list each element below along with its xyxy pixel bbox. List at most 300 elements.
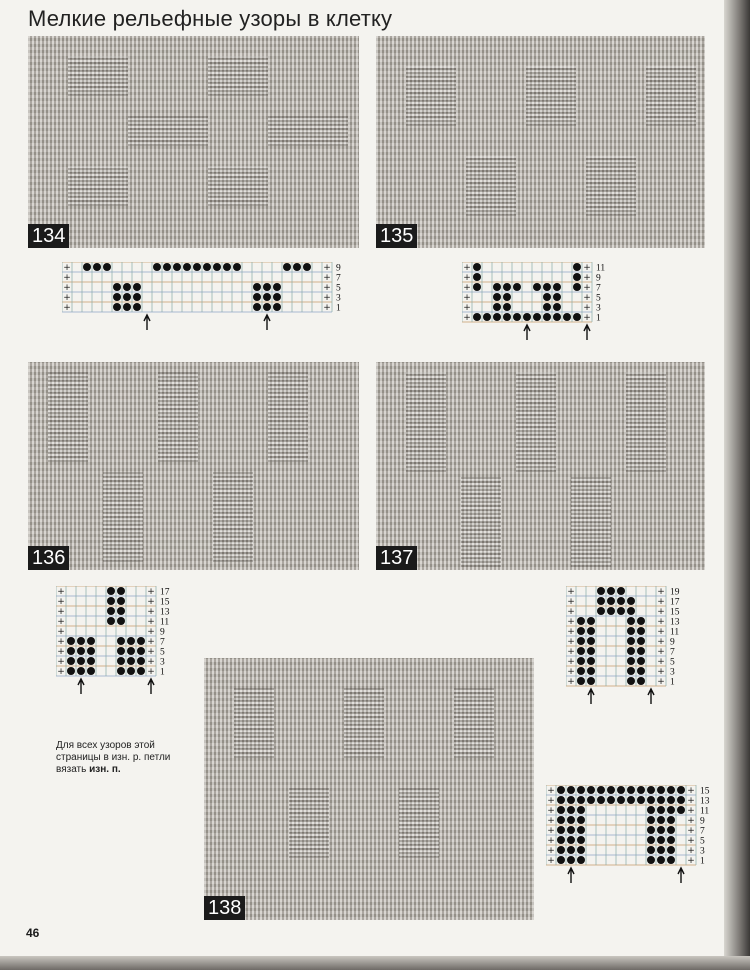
purl-dot — [577, 647, 585, 655]
edge-stitch-mark: + — [547, 806, 555, 816]
page-edge — [0, 956, 750, 970]
edge-stitch-mark: + — [657, 657, 665, 667]
purl-dot — [273, 303, 281, 311]
purl-dot — [253, 283, 261, 291]
swatch-138 — [204, 658, 534, 920]
purl-dot — [107, 587, 115, 595]
edge-stitch-mark: + — [567, 667, 575, 677]
purl-dot — [513, 283, 521, 291]
row-number: 11 — [670, 627, 680, 638]
purl-dot — [607, 587, 615, 595]
chart-138 — [546, 785, 711, 895]
purl-dot — [647, 786, 655, 794]
purl-dot — [577, 677, 585, 685]
purl-dot — [83, 263, 91, 271]
edge-stitch-mark: + — [547, 836, 555, 846]
purl-dot — [543, 313, 551, 321]
edge-stitch-mark: + — [57, 617, 65, 627]
edge-stitch-mark: + — [687, 856, 695, 866]
chart-137 — [566, 586, 696, 718]
purl-dot — [193, 263, 201, 271]
purl-dot — [127, 667, 135, 675]
swatch-label: 135 — [376, 224, 417, 248]
purl-dot — [597, 597, 605, 605]
purl-dot — [117, 647, 125, 655]
purl-dot — [617, 597, 625, 605]
purl-dot — [677, 796, 685, 804]
swatch-134 — [28, 36, 359, 248]
swatch-label: 134 — [28, 224, 69, 248]
purl-dot — [557, 816, 565, 824]
edge-stitch-mark: + — [547, 796, 555, 806]
edge-stitch-mark: + — [463, 303, 471, 313]
edge-stitch-mark: + — [63, 273, 71, 283]
purl-dot — [577, 796, 585, 804]
purl-dot — [557, 846, 565, 854]
purl-dot — [303, 263, 311, 271]
purl-dot — [567, 826, 575, 834]
repeat-arrow — [648, 689, 654, 704]
purl-dot — [107, 607, 115, 615]
purl-dot — [627, 647, 635, 655]
edge-stitch-mark: + — [687, 786, 695, 796]
purl-dot — [657, 836, 665, 844]
purl-dot — [473, 273, 481, 281]
edge-stitch-mark: + — [147, 657, 155, 667]
purl-dot — [233, 263, 241, 271]
edge-stitch-mark: + — [687, 826, 695, 836]
edge-stitch-mark: + — [583, 293, 591, 303]
purl-dot — [263, 283, 271, 291]
repeat-arrow — [584, 325, 590, 340]
purl-dot — [553, 283, 561, 291]
purl-dot — [93, 263, 101, 271]
purl-dot — [503, 283, 511, 291]
edge-stitch-mark: + — [567, 627, 575, 637]
purl-dot — [567, 806, 575, 814]
purl-dot — [627, 786, 635, 794]
purl-dot — [617, 786, 625, 794]
purl-dot — [627, 637, 635, 645]
row-number: 7 — [336, 273, 341, 284]
note-bold: изн. п. — [89, 764, 121, 775]
row-number: 15 — [700, 786, 710, 797]
purl-dot — [573, 263, 581, 271]
purl-dot — [543, 283, 551, 291]
purl-dot — [647, 796, 655, 804]
row-number: 7 — [596, 283, 601, 294]
edge-stitch-mark: + — [567, 597, 575, 607]
purl-dot — [493, 303, 501, 311]
purl-dot — [557, 856, 565, 864]
purl-dot — [597, 587, 605, 595]
purl-dot — [173, 263, 181, 271]
purl-dot — [607, 786, 615, 794]
edge-stitch-mark: + — [547, 826, 555, 836]
purl-dot — [273, 293, 281, 301]
repeat-arrow — [264, 315, 270, 330]
edge-stitch-mark: + — [687, 796, 695, 806]
purl-dot — [627, 597, 635, 605]
edge-stitch-mark: + — [583, 273, 591, 283]
edge-stitch-mark: + — [657, 597, 665, 607]
purl-dot — [133, 303, 141, 311]
purl-dot — [253, 303, 261, 311]
purl-dot — [493, 283, 501, 291]
purl-dot — [103, 263, 111, 271]
edge-stitch-mark: + — [687, 846, 695, 856]
edge-stitch-mark: + — [147, 597, 155, 607]
purl-dot — [137, 637, 145, 645]
edge-stitch-mark: + — [687, 836, 695, 846]
edge-stitch-mark: + — [567, 637, 575, 647]
purl-dot — [127, 647, 135, 655]
edge-stitch-mark: + — [657, 607, 665, 617]
edge-stitch-mark: + — [147, 647, 155, 657]
row-number: 5 — [160, 647, 165, 658]
purl-dot — [587, 667, 595, 675]
edge-stitch-mark: + — [63, 283, 71, 293]
purl-dot — [637, 786, 645, 794]
purl-dot — [557, 796, 565, 804]
edge-stitch-mark: + — [463, 293, 471, 303]
edge-stitch-mark: + — [147, 627, 155, 637]
purl-dot — [253, 293, 261, 301]
row-number: 13 — [670, 617, 680, 628]
purl-dot — [573, 283, 581, 291]
swatch-135 — [376, 36, 705, 248]
edge-stitch-mark: + — [57, 597, 65, 607]
purl-dot — [503, 303, 511, 311]
edge-stitch-mark: + — [657, 677, 665, 687]
edge-stitch-mark: + — [463, 283, 471, 293]
purl-dot — [587, 617, 595, 625]
row-number: 11 — [700, 806, 710, 817]
edge-stitch-mark: + — [547, 856, 555, 866]
purl-dot — [553, 303, 561, 311]
swatch-label: 137 — [376, 546, 417, 570]
purl-dot — [127, 637, 135, 645]
row-number: 3 — [596, 303, 601, 314]
purl-dot — [67, 667, 75, 675]
swatch-136 — [28, 362, 359, 570]
purl-dot — [627, 657, 635, 665]
purl-dot — [503, 293, 511, 301]
purl-dot — [577, 786, 585, 794]
purl-dot — [657, 846, 665, 854]
purl-dot — [117, 607, 125, 615]
purl-dot — [513, 313, 521, 321]
edge-stitch-mark: + — [323, 293, 331, 303]
swatch-label: 138 — [204, 896, 245, 920]
swatch-label: 136 — [28, 546, 69, 570]
purl-dot — [587, 647, 595, 655]
purl-dot — [163, 263, 171, 271]
repeat-arrow — [78, 679, 84, 694]
edge-stitch-mark: + — [463, 263, 471, 273]
chart-135 — [462, 262, 632, 352]
purl-dot — [213, 263, 221, 271]
edge-stitch-mark: + — [567, 607, 575, 617]
row-number: 7 — [700, 826, 705, 837]
purl-dot — [137, 657, 145, 665]
edge-stitch-mark: + — [57, 587, 65, 597]
purl-dot — [557, 786, 565, 794]
purl-dot — [577, 617, 585, 625]
purl-dot — [223, 263, 231, 271]
purl-dot — [627, 627, 635, 635]
purl-dot — [183, 263, 191, 271]
row-number: 11 — [160, 617, 170, 628]
row-number: 19 — [670, 587, 680, 598]
purl-dot — [567, 786, 575, 794]
purl-dot — [117, 597, 125, 605]
purl-dot — [133, 293, 141, 301]
purl-dot — [637, 657, 645, 665]
purl-dot — [493, 313, 501, 321]
purl-dot — [77, 637, 85, 645]
purl-dot — [127, 657, 135, 665]
purl-dot — [637, 796, 645, 804]
row-number: 3 — [700, 846, 705, 857]
purl-dot — [657, 816, 665, 824]
purl-dot — [117, 657, 125, 665]
purl-dot — [647, 826, 655, 834]
purl-dot — [473, 283, 481, 291]
row-number: 5 — [700, 836, 705, 847]
purl-dot — [77, 657, 85, 665]
purl-dot — [123, 283, 131, 291]
note-text: Для всех узоров этой страницы в изн. р. петли вязать — [56, 740, 171, 775]
instruction-note — [56, 740, 176, 776]
purl-dot — [607, 607, 615, 615]
purl-dot — [67, 637, 75, 645]
purl-dot — [67, 647, 75, 655]
purl-dot — [597, 607, 605, 615]
purl-dot — [637, 617, 645, 625]
swatch-137 — [376, 362, 705, 570]
purl-dot — [137, 667, 145, 675]
row-number: 5 — [336, 283, 341, 294]
row-number: 17 — [160, 587, 170, 598]
row-number: 3 — [670, 667, 675, 678]
purl-dot — [283, 263, 291, 271]
purl-dot — [677, 786, 685, 794]
purl-dot — [77, 647, 85, 655]
repeat-arrow — [524, 325, 530, 340]
purl-dot — [67, 657, 75, 665]
row-number: 1 — [596, 313, 601, 324]
purl-dot — [113, 303, 121, 311]
chart-134 — [62, 262, 352, 334]
purl-dot — [113, 283, 121, 291]
purl-dot — [577, 856, 585, 864]
row-number: 3 — [160, 657, 165, 668]
purl-dot — [647, 806, 655, 814]
repeat-arrow — [588, 689, 594, 704]
repeat-arrow — [144, 315, 150, 330]
purl-dot — [203, 263, 211, 271]
purl-dot — [263, 303, 271, 311]
purl-dot — [647, 816, 655, 824]
edge-stitch-mark: + — [323, 263, 331, 273]
row-number: 7 — [160, 637, 165, 648]
purl-dot — [483, 313, 491, 321]
purl-dot — [587, 786, 595, 794]
purl-dot — [657, 856, 665, 864]
purl-dot — [657, 806, 665, 814]
edge-stitch-mark: + — [323, 283, 331, 293]
edge-stitch-mark: + — [147, 637, 155, 647]
purl-dot — [123, 293, 131, 301]
purl-dot — [117, 617, 125, 625]
row-number: 13 — [160, 607, 170, 618]
purl-dot — [87, 657, 95, 665]
purl-dot — [107, 617, 115, 625]
purl-dot — [523, 313, 531, 321]
purl-dot — [87, 647, 95, 655]
purl-dot — [667, 826, 675, 834]
purl-dot — [597, 786, 605, 794]
edge-stitch-mark: + — [463, 313, 471, 323]
purl-dot — [677, 806, 685, 814]
row-number: 5 — [596, 293, 601, 304]
purl-dot — [577, 836, 585, 844]
purl-dot — [133, 283, 141, 291]
edge-stitch-mark: + — [567, 617, 575, 627]
purl-dot — [587, 657, 595, 665]
edge-stitch-mark: + — [57, 607, 65, 617]
row-number: 7 — [670, 647, 675, 658]
edge-stitch-mark: + — [547, 846, 555, 856]
purl-dot — [553, 293, 561, 301]
purl-dot — [637, 647, 645, 655]
edge-stitch-mark: + — [147, 667, 155, 677]
edge-stitch-mark: + — [657, 647, 665, 657]
purl-dot — [473, 263, 481, 271]
purl-dot — [667, 806, 675, 814]
purl-dot — [107, 597, 115, 605]
purl-dot — [577, 657, 585, 665]
purl-dot — [637, 627, 645, 635]
purl-dot — [567, 796, 575, 804]
edge-stitch-mark: + — [567, 587, 575, 597]
purl-dot — [627, 617, 635, 625]
row-number: 17 — [670, 597, 680, 608]
purl-dot — [577, 637, 585, 645]
row-number: 9 — [336, 263, 341, 274]
edge-stitch-mark: + — [57, 627, 65, 637]
purl-dot — [543, 293, 551, 301]
purl-dot — [647, 836, 655, 844]
edge-stitch-mark: + — [583, 263, 591, 273]
purl-dot — [657, 796, 665, 804]
purl-dot — [647, 846, 655, 854]
repeat-arrow — [148, 679, 154, 694]
purl-dot — [577, 816, 585, 824]
row-number: 1 — [160, 667, 165, 678]
purl-dot — [87, 667, 95, 675]
purl-dot — [617, 796, 625, 804]
repeat-arrow — [568, 868, 574, 883]
edge-stitch-mark: + — [657, 627, 665, 637]
purl-dot — [587, 677, 595, 685]
edge-stitch-mark: + — [63, 303, 71, 313]
purl-dot — [273, 283, 281, 291]
purl-dot — [473, 313, 481, 321]
row-number: 3 — [336, 293, 341, 304]
edge-stitch-mark: + — [547, 816, 555, 826]
edge-stitch-mark: + — [567, 647, 575, 657]
edge-stitch-mark: + — [657, 587, 665, 597]
edge-stitch-mark: + — [687, 806, 695, 816]
purl-dot — [567, 816, 575, 824]
row-number: 9 — [700, 816, 705, 827]
purl-dot — [587, 637, 595, 645]
edge-stitch-mark: + — [463, 273, 471, 283]
edge-stitch-mark: + — [567, 677, 575, 687]
purl-dot — [533, 283, 541, 291]
purl-dot — [113, 293, 121, 301]
purl-dot — [557, 806, 565, 814]
purl-dot — [607, 597, 615, 605]
edge-stitch-mark: + — [63, 293, 71, 303]
edge-stitch-mark: + — [547, 786, 555, 796]
page-title: Мелкие рельефные узоры в клетку — [28, 6, 393, 31]
purl-dot — [533, 313, 541, 321]
purl-dot — [597, 796, 605, 804]
purl-dot — [617, 587, 625, 595]
purl-dot — [627, 667, 635, 675]
edge-stitch-mark: + — [687, 816, 695, 826]
purl-dot — [637, 637, 645, 645]
purl-dot — [587, 796, 595, 804]
edge-stitch-mark: + — [57, 647, 65, 657]
row-number: 5 — [670, 657, 675, 668]
purl-dot — [117, 587, 125, 595]
purl-dot — [627, 607, 635, 615]
purl-dot — [627, 796, 635, 804]
chart-136 — [56, 586, 186, 708]
purl-dot — [667, 846, 675, 854]
purl-dot — [587, 627, 595, 635]
row-number: 9 — [596, 273, 601, 284]
purl-dot — [577, 826, 585, 834]
purl-dot — [647, 856, 655, 864]
purl-dot — [577, 846, 585, 854]
row-number: 9 — [670, 637, 675, 648]
edge-stitch-mark: + — [657, 667, 665, 677]
edge-stitch-mark: + — [147, 617, 155, 627]
edge-stitch-mark: + — [583, 283, 591, 293]
edge-stitch-mark: + — [57, 637, 65, 647]
edge-stitch-mark: + — [583, 313, 591, 323]
edge-stitch-mark: + — [57, 657, 65, 667]
purl-dot — [607, 796, 615, 804]
edge-stitch-mark: + — [323, 273, 331, 283]
purl-dot — [667, 836, 675, 844]
edge-stitch-mark: + — [57, 667, 65, 677]
purl-dot — [557, 826, 565, 834]
purl-dot — [577, 667, 585, 675]
purl-dot — [153, 263, 161, 271]
row-number: 9 — [160, 627, 165, 638]
purl-dot — [577, 627, 585, 635]
purl-dot — [667, 856, 675, 864]
purl-dot — [87, 637, 95, 645]
repeat-arrow — [678, 868, 684, 883]
purl-dot — [573, 273, 581, 281]
